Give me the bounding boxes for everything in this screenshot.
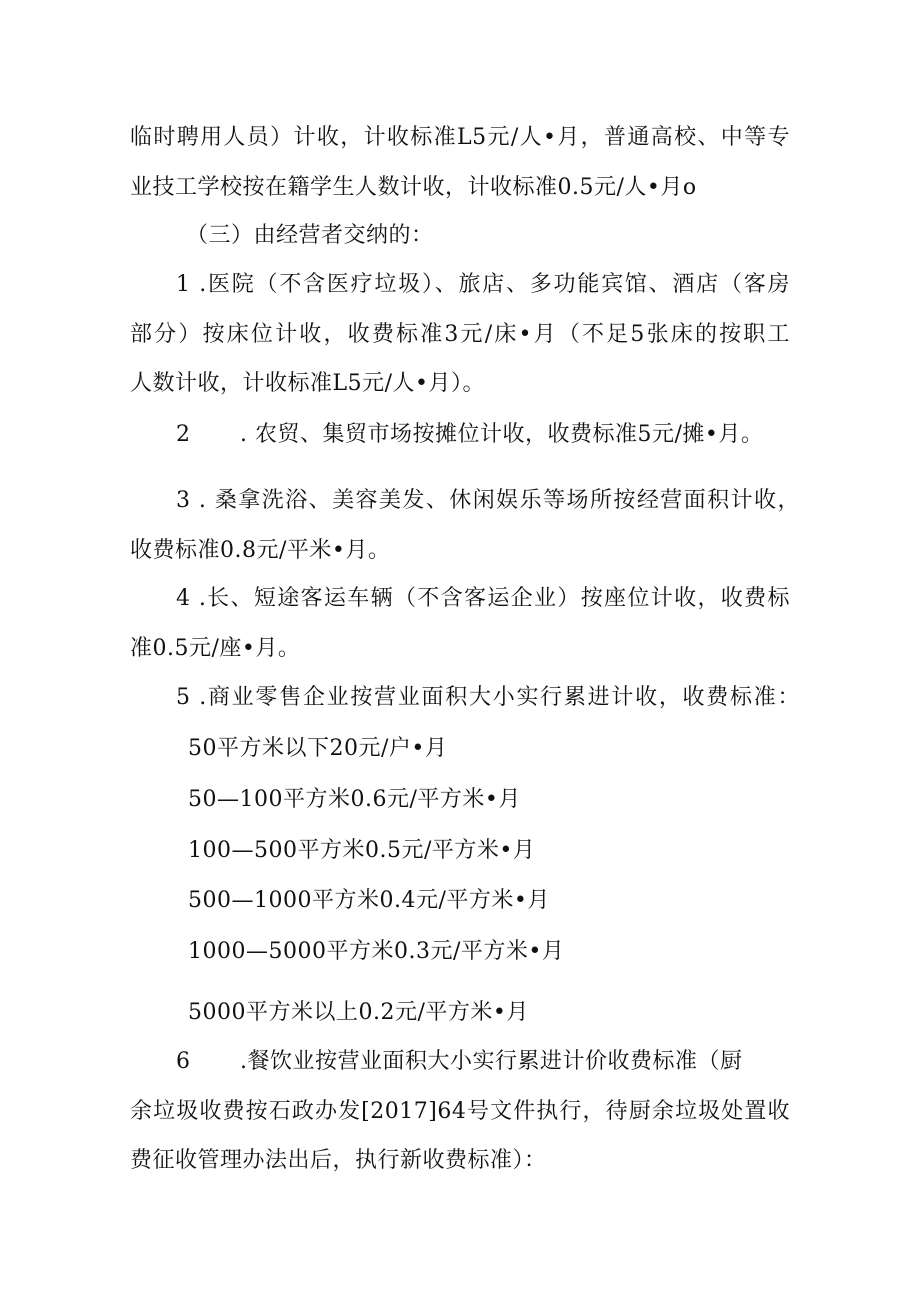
item-1-line-2: 部分）按床位计收，收费标准3元/床•月（不足5张床的按职工 — [130, 322, 790, 347]
item-6-line-3: 费征收管理办法出后，执行新收费标准）： — [130, 1148, 547, 1173]
retail-tier-1: 50平方米以下20元/户•月 — [188, 736, 448, 761]
item-2-text: . 农贸、集贸市场按摊位计收，收费标准5元/摊•月。 — [240, 422, 764, 447]
retail-tier-2: 50—100平方米0.6元/平方米•月 — [188, 787, 521, 812]
item-6-number: 6 — [176, 1049, 191, 1074]
item-2-number: 2 — [176, 422, 191, 447]
item-3-line-1: 3 . 桑拿洗浴、美容美发、休闲娱乐等场所按经营面积计收， — [176, 488, 800, 513]
item-5-line-1: 5 .商业零售企业按营业面积大小实行累进计收，收费标准： — [176, 685, 800, 710]
text-line-1: 临时聘用人员）计收，计收标准L5元/人•月，普通高校、中等专 — [130, 125, 790, 150]
text-line-2: 业技工学校按在籍学生人数计收，计收标准0.5元/人•月o — [130, 175, 697, 200]
item-3-line-2: 收费标准0.8元/平米•月。 — [130, 538, 391, 563]
retail-tier-4: 500—1000平方米0.4元/平方米•月 — [188, 888, 550, 913]
retail-tier-3: 100—500平方米0.5元/平方米•月 — [188, 838, 536, 863]
item-1-line-1: 1 .医院（不含医疗垃圾）、旅店、多功能宾馆、酒店（客房 — [176, 272, 790, 297]
item-4-line-2: 准0.5元/座•月。 — [130, 636, 301, 661]
retail-tier-5: 1000—5000平方米0.3元/平方米•月 — [188, 939, 565, 964]
section-heading-3: （三）由经营者交纳的： — [186, 223, 434, 248]
item-6-line-1: .餐饮业按营业面积大小实行累进计价收费标准（厨 — [240, 1049, 743, 1074]
item-1-line-3: 人数计收，计收标准L5元/人•月）。 — [130, 371, 485, 396]
item-4-line-1: 4 .长、短途客运车辆（不含客运企业）按座位计收，收费标 — [176, 586, 790, 611]
item-6-line-2: 余垃圾收费按石政办发[2017]64号文件执行，待厨余垃圾处置收 — [130, 1099, 790, 1124]
retail-tier-6: 5000平方米以上0.2元/平方米•月 — [188, 1000, 529, 1025]
